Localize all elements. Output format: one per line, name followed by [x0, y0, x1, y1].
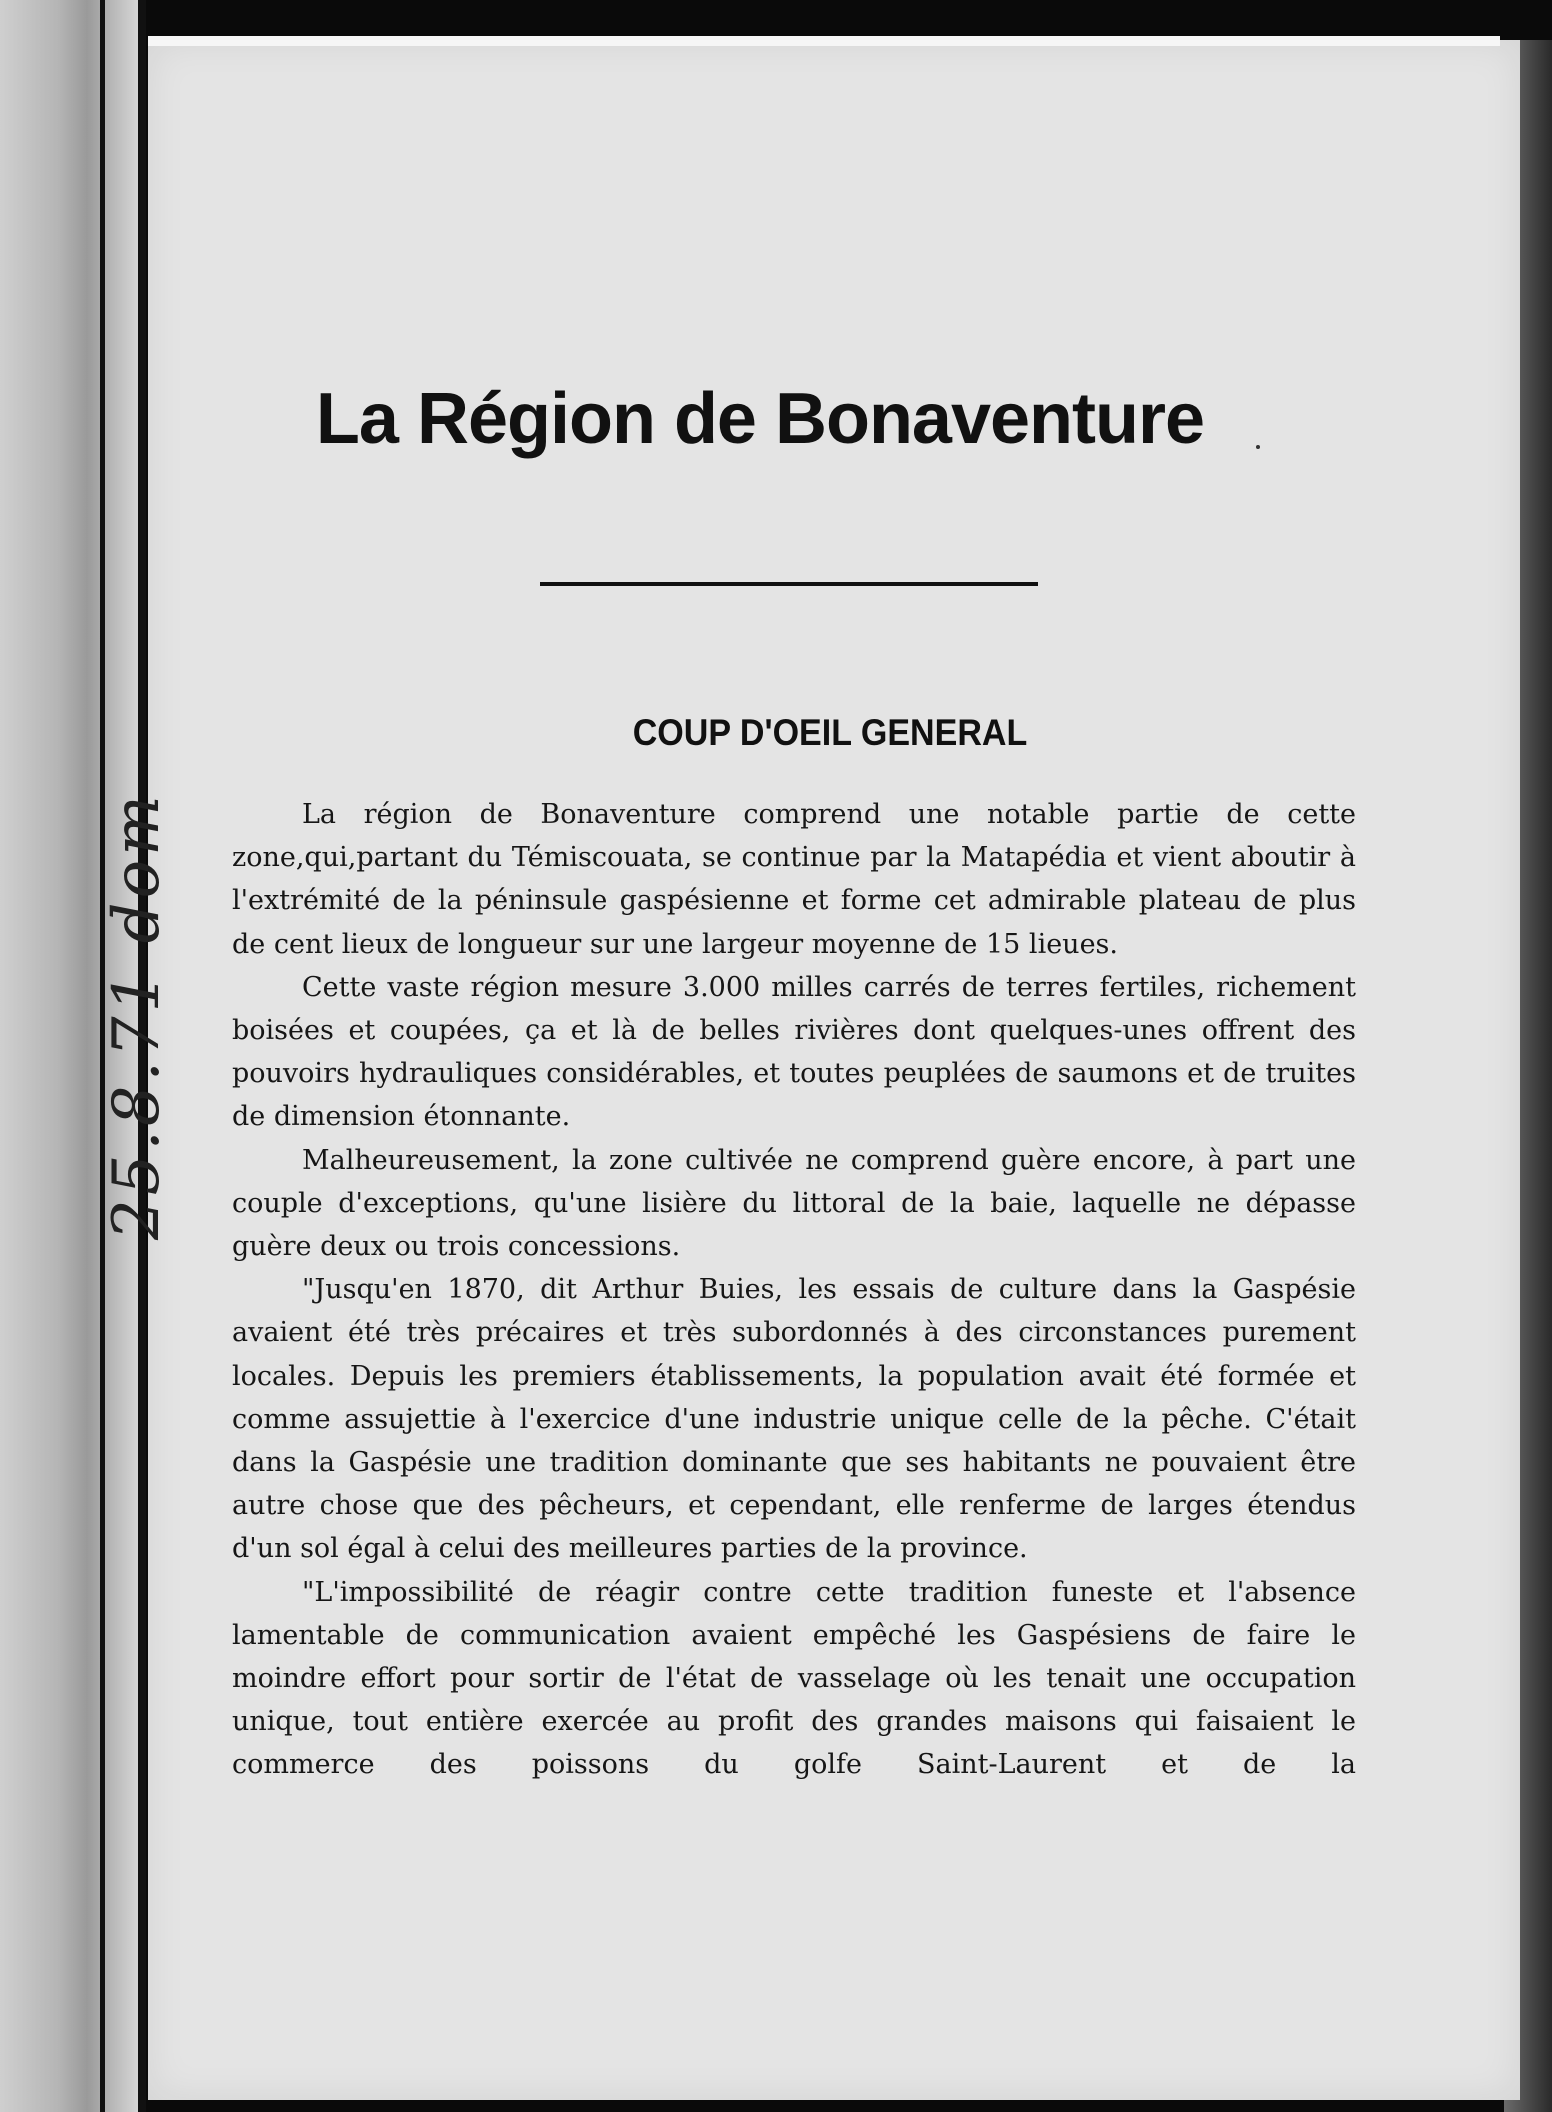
section-heading: COUP D'OEIL GENERAL: [632, 712, 1028, 753]
document-title: La Région de Bonaventure: [315, 379, 1205, 459]
ink-speck: [1256, 445, 1260, 449]
handwritten-annotation: 25.8.71 dom: [100, 791, 174, 1240]
paragraph: Malheureusement, la zone cultivée ne comprend guère encore, à part une couple d'exceptions, qu'une lisière du littoral de la baie, laquelle ne dépasse guère deux ou trois concessions.: [232, 1144, 1356, 1263]
body-text: [232, 793, 1356, 1787]
paragraph: "L'impossibilité de réagir contre cette tradition funeste et l'absence lamentable de communication avaient empêché les Gaspésiens de faire le moindre effort pour sortir de l'état de vasselage où les tenait une occupation unique, tout entière exercée au profit des grandes maisons qui faisaient le commerce des poissons du golfe Saint-Laurent et de la: [232, 1576, 1356, 1781]
paragraph: La région de Bonaventure comprend une notable partie de cette zone,qui,partant du Témiscouata, se continue par la Matapédia et vient aboutir à l'extrémité de la péninsule gaspésienne et forme cet admirable plateau de plus de cent lieux de longueur sur une largeur moyenne de 15 lieues.: [232, 799, 1356, 960]
title-divider: [540, 582, 1038, 586]
paragraph: "Jusqu'en 1870, dit Arthur Buies, les essais de culture dans la Gaspésie avaient été très précaires et très subordonnés à des circonstances purement locales. Depuis les premiers établissements, la population avait été formée et comme assujettie à l'exercice d'une industrie unique celle de la pêche. C'était dans la Gaspésie une tradition dominante que ses habitants ne pouvaient être autre chose que des pêcheurs, et cependant, elle renferme de larges étendus d'un sol égal à celui des meilleures parties de la province.: [232, 1274, 1356, 1565]
page-top-edge: [148, 36, 1500, 46]
paragraph: Cette vaste région mesure 3.000 milles carrés de terres fertiles, richement boisées et coupées, ça et là de belles rivières dont quelques-unes offrent des pouvoirs hydrauliques considérables, et toutes peuplées de saumons et de truites de dimension étonnante.: [232, 971, 1356, 1133]
